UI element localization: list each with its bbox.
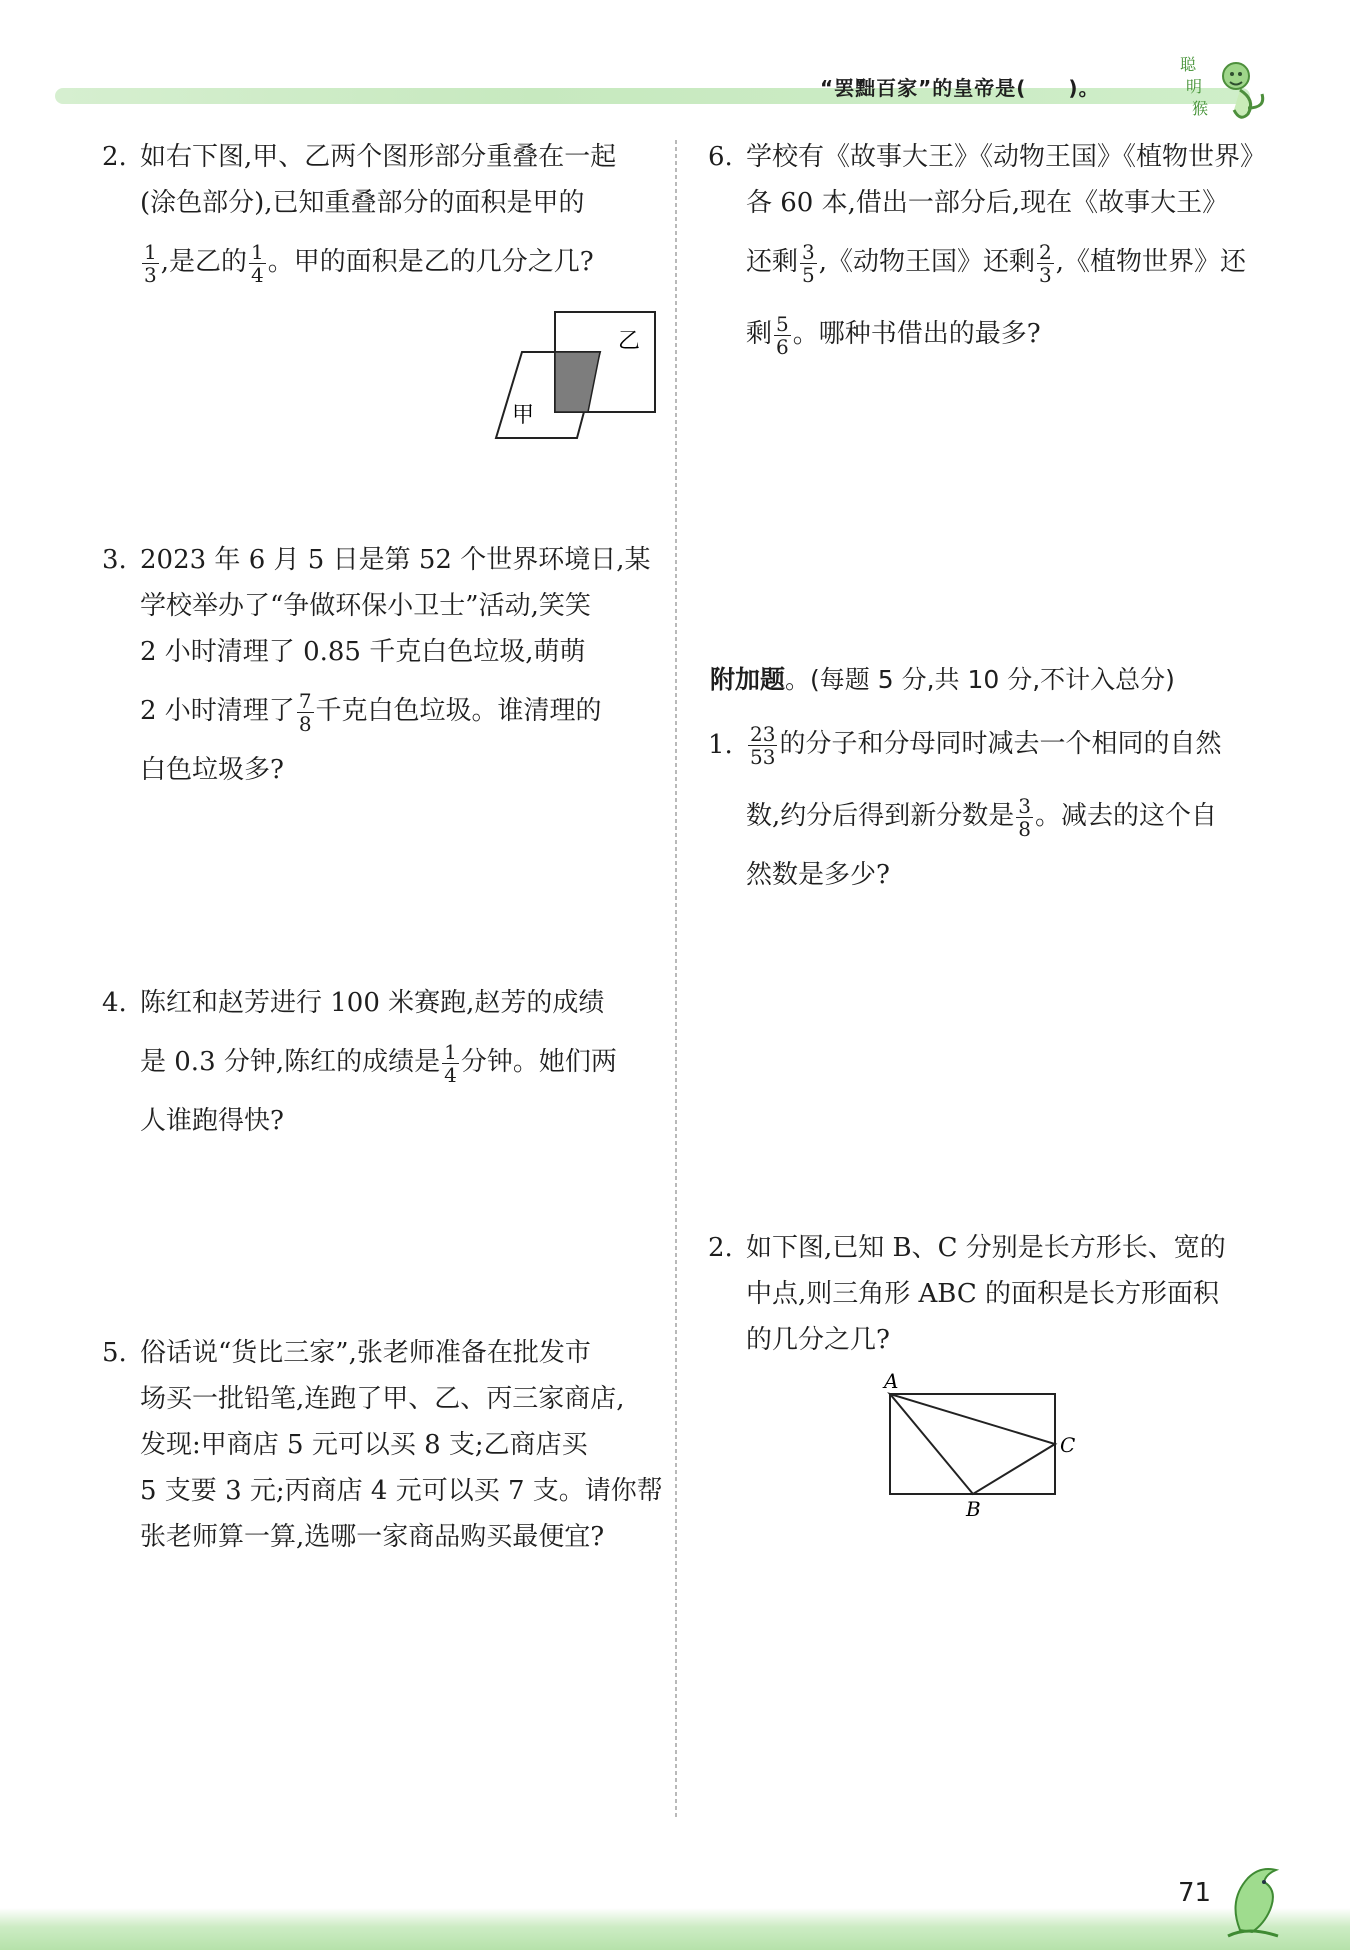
logo-char-3: 猴 xyxy=(1192,99,1209,118)
text-line: 学校举办了“争做环保小卫士”活动,笑笑 xyxy=(140,591,591,621)
text-line: 5 支要 3 元;丙商店 4 元可以买 7 支。请你帮 xyxy=(140,1476,663,1506)
bonus-note: 。(每题 5 分,共 10 分,不计入总分) xyxy=(785,665,1175,694)
logo-char-1: 聪 xyxy=(1180,55,1197,74)
monkey-logo xyxy=(1178,50,1268,125)
overlap-figure xyxy=(490,310,660,440)
question-number: 3. xyxy=(102,545,127,575)
question-6 xyxy=(708,134,1267,370)
text-line: 还剩 $\frac{3}{5}$ ,《动物王国》还剩 $\frac{2}{3}$ ,《植物世界》还 xyxy=(746,239,1247,287)
label-yi: 乙 xyxy=(618,329,641,354)
label-c: C xyxy=(1060,1433,1076,1457)
text-line: 然数是多少? xyxy=(746,860,890,890)
question-4 xyxy=(102,980,617,1144)
fraction: $\frac{1}{3}$ xyxy=(144,239,157,287)
dolphin-icon xyxy=(1218,1860,1290,1940)
bonus-question-1 xyxy=(708,708,1222,898)
label-a: A xyxy=(884,1369,899,1393)
bonus-title: 附加题 xyxy=(710,665,786,694)
fraction: $\frac{1}{4}$ xyxy=(444,1039,457,1087)
text-line: 俗话说“货比三家”,张老师准备在批发市 xyxy=(140,1338,591,1368)
fraction: $\frac{1}{4}$ xyxy=(251,239,264,287)
fraction: $\frac{3}{5}$ xyxy=(802,239,815,287)
shaded-overlap xyxy=(555,352,600,412)
text-line: 2023 年 6 月 5 日是第 52 个世界环境日,某 xyxy=(140,545,651,575)
question-2 xyxy=(102,134,617,298)
text-line: 场买一批铅笔,连跑了甲、乙、丙三家商店, xyxy=(140,1384,625,1414)
text-line: 剩 $\frac{5}{6}$ 。哪种书借出的最多? xyxy=(746,311,1041,359)
fraction: $\frac{5}{6}$ xyxy=(776,311,789,359)
text-line: 如下图,已知 B、C 分别是长方形长、宽的 xyxy=(746,1233,1226,1263)
text-line: 各 60 本,借出一部分后,现在《故事大王》 xyxy=(746,188,1229,218)
text-line: 白色垃圾多? xyxy=(140,755,284,785)
text-line: 如右下图,甲、乙两个图形部分重叠在一起 xyxy=(140,142,617,172)
text-line: 张老师算一算,选哪一家商品购买最便宜? xyxy=(140,1522,605,1552)
page-number: 71 xyxy=(1178,1878,1212,1908)
bonus-heading xyxy=(710,660,1175,700)
question-5 xyxy=(102,1330,663,1560)
text-line: 2 小时清理了 0.85 千克白色垃圾,萌萌 xyxy=(140,637,586,667)
text-line: 学校有《故事大王》《动物王国》《植物世界》 xyxy=(746,142,1267,172)
question-number: 5. xyxy=(102,1338,127,1368)
text-line: $\frac{23}{53}$ 的分子和分母同时减去一个相同的自然 xyxy=(750,721,1222,769)
fraction: $\frac{2}{3}$ xyxy=(1039,239,1052,287)
fraction: $\frac{23}{53}$ xyxy=(750,721,776,769)
text-line: 人谁跑得快? xyxy=(140,1106,284,1136)
text-line: 是 0.3 分钟,陈红的成绩是 $\frac{1}{4}$ 分钟。她们两 xyxy=(140,1039,617,1087)
text-line: 2 小时清理了 $\frac{7}{8}$ 千克白色垃圾。谁清理的 xyxy=(140,688,602,736)
label-jia: 甲 xyxy=(512,403,535,428)
text-line: 的几分之几? xyxy=(746,1325,890,1355)
text-line: 中点,则三角形 ABC 的面积是长方形面积 xyxy=(746,1279,1220,1309)
text-line: 数,约分后得到新分数是 $\frac{3}{8}$ 。减去的这个自 xyxy=(746,793,1218,841)
text-line: 陈红和赵芳进行 100 米赛跑,赵芳的成绩 xyxy=(140,988,605,1018)
question-number: 1. xyxy=(708,730,733,760)
question-3 xyxy=(102,537,651,793)
logo-char-2: 明 xyxy=(1186,77,1203,96)
rectangle-triangle-figure xyxy=(870,1362,1090,1522)
header-question: “罢黜百家”的皇帝是( )。 xyxy=(820,76,1100,100)
rectangle xyxy=(890,1394,1055,1494)
question-number: 2. xyxy=(708,1233,733,1263)
bonus-question-2 xyxy=(708,1225,1226,1363)
text-line: $\frac{1}{3}$ ,是乙的 $\frac{1}{4}$ 。甲的面积是乙的几分之几? xyxy=(144,239,594,287)
fraction: $\frac{3}{8}$ xyxy=(1018,793,1031,841)
question-number: 2. xyxy=(102,142,127,172)
text-line: (涂色部分),已知重叠部分的面积是甲的 xyxy=(140,188,585,218)
question-number: 4. xyxy=(102,988,127,1018)
question-number: 6. xyxy=(708,142,733,172)
fraction: $\frac{7}{8}$ xyxy=(298,688,312,736)
text-line: 发现:甲商店 5 元可以买 8 支;乙商店买 xyxy=(140,1430,588,1460)
column-divider xyxy=(675,140,677,1820)
label-b: B xyxy=(966,1497,981,1521)
triangle-abc xyxy=(890,1394,1055,1494)
footer-bar xyxy=(0,1908,1350,1950)
